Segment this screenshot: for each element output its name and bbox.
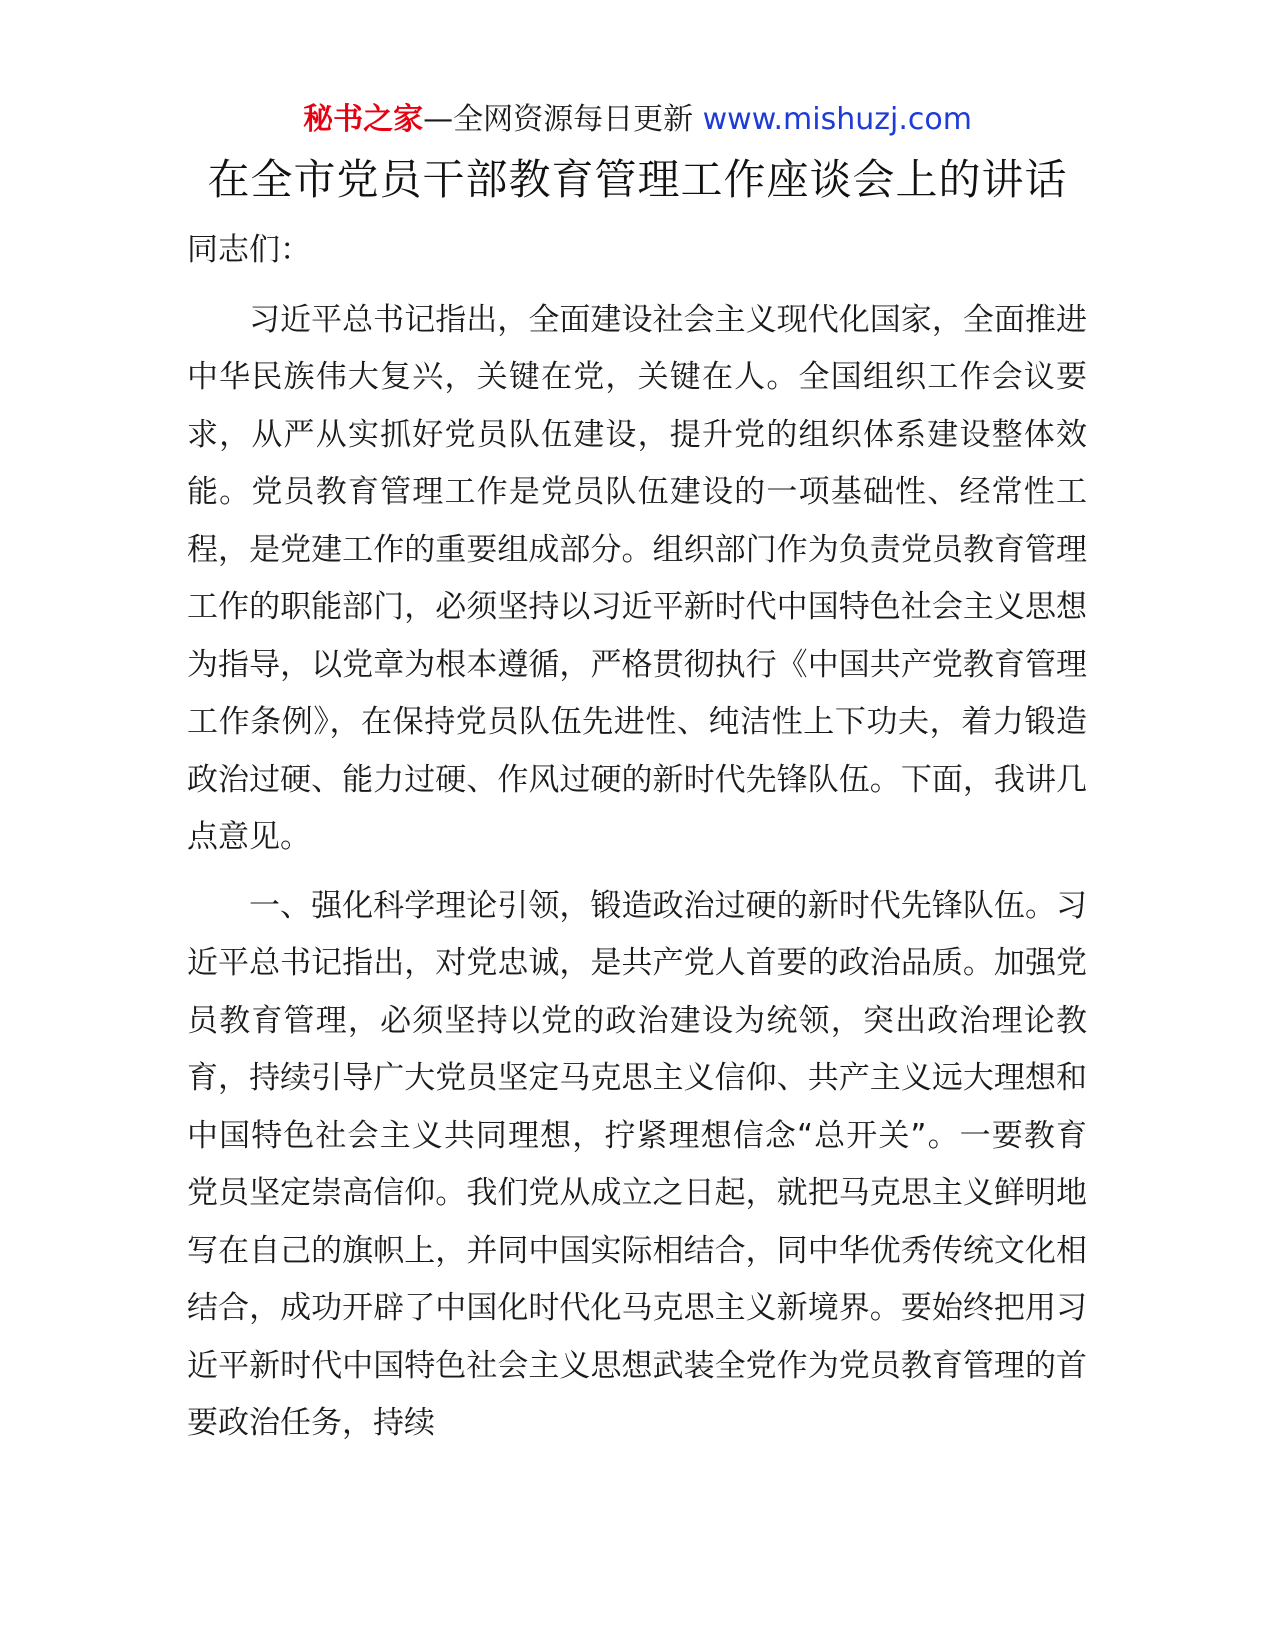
body-paragraph: 一、强化科学理论引领，锻造政治过硬的新时代先锋队伍。习近平总书记指出，对党忠诚，是共产党人首要的政治品质。加强党员教育管理，必须坚持以党的政治建设为统领，突出政治理论教育，持续引导广大党员坚定马克思主义信仰、共产主义远大理想和中国特色社会主义共同理想，拧紧理想信念“总开关”。一要教育党员坚定崇高信仰。我们党从成立之日起，就把马克思主义鲜明地写在自己的旗帜上，并同中国实际相结合，同中华优秀传统文化相结合，成功开辟了中国化时代化马克思主义新境界。要始终把用习近平新时代中国特色社会主义思想武装全党作为党员教育管理的首要政治任务，持续 xyxy=(187,887,1087,1441)
document-title: 在全市党员干部教育管理工作座谈会上的讲话 xyxy=(207,155,1068,204)
body-paragraph: 习近平总书记指出，全面建设社会主义现代化国家，全面推进中华民族伟大复兴，关键在党，关键在人。全国组织工作会议要求，从严从实抓好党员队伍建设，提升党的组织体系建设整体效能。党员教育管理工作是党员队伍建设的一项基础性、经常性工程，是党建工作的重要组成部分。组织部门作为负责党员教育管理工作的职能部门，必须坚持以习近平新时代中国特色社会主义思想为指导，以党章为根本遵循，严格贯彻执行《中国共产党教育管理工作条例》，在保持党员队伍先进性、纯洁性上下功夫，着力锻造政治过硬、能力过硬、作风过硬的新时代先锋队伍。下面，我讲几点意见。 xyxy=(187,301,1087,855)
site-brand: 秘书之家 xyxy=(303,102,424,137)
site-url-link[interactable]: www.mishuzj.com xyxy=(702,102,972,137)
document-body xyxy=(187,222,1087,1464)
site-tagline: —全网资源每日更新 xyxy=(423,102,694,137)
site-header xyxy=(0,100,1275,140)
salutation: 同志们： xyxy=(187,232,311,268)
